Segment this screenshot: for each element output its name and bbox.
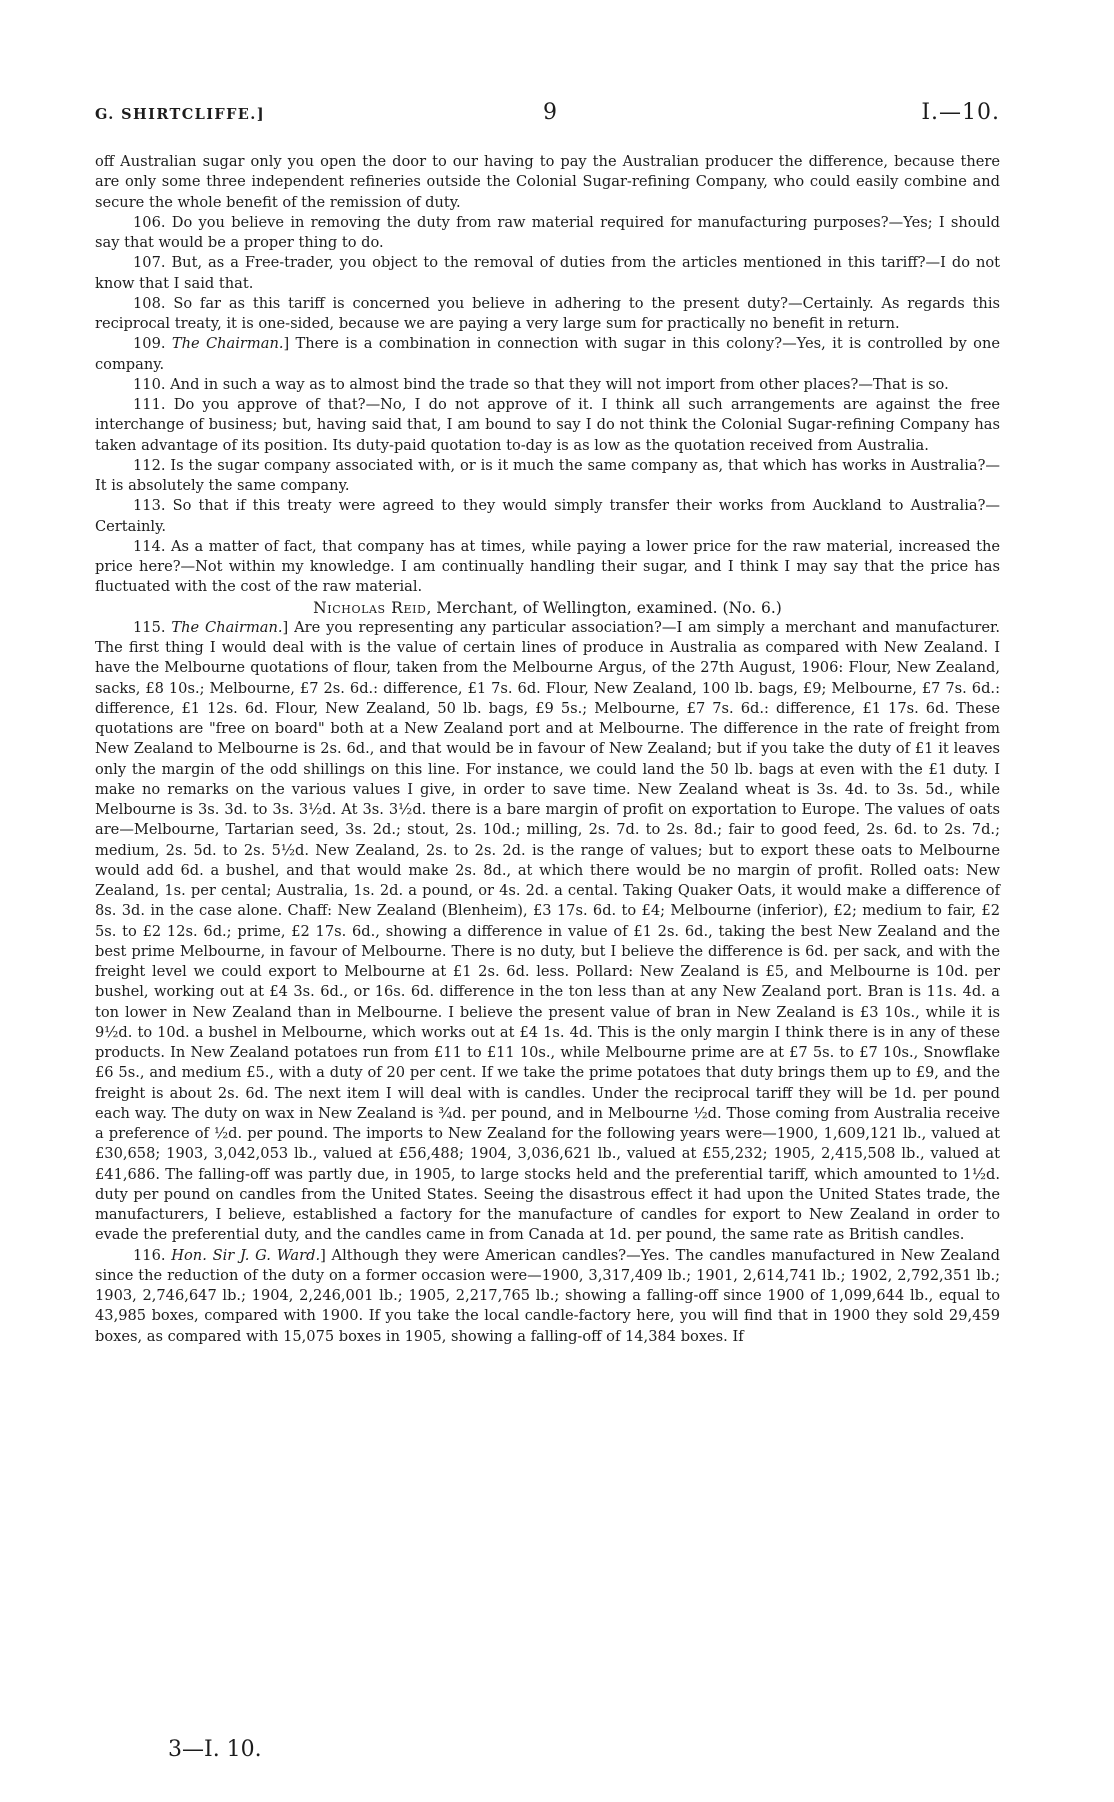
paragraph-text: 111. Do you approve of that?—No, I do not approve of it. I think all such arrangements are against the free interchange of business; but, having said that, I am bound to say I do not think the Colonial Sugar-refining Company has taken advantage of its position. Its duty-paid quotation to-day is as low as the quotation received from Australia.	[95, 396, 1000, 454]
testimony-paragraph	[95, 456, 1000, 497]
paragraph-text: 113. So that if this treaty were agreed to they would simply transfer their works from Auckland to Australia?—Certainly.	[95, 497, 1000, 535]
testimony-paragraph	[95, 375, 1000, 395]
question-number: 115.	[133, 618, 172, 636]
body-text	[95, 152, 1000, 1347]
speaker-name: The Chairman.	[171, 335, 284, 353]
page-number: 9	[543, 100, 557, 125]
testimony-paragraph	[95, 395, 1000, 456]
testimony-paragraph	[95, 1246, 1000, 1347]
paragraph-text: 110. And in such a way as to almost bind the trade so that they will not import from other places?—That is so.	[133, 375, 949, 393]
testimony-paragraph	[95, 213, 1000, 254]
speaker-name: The Chairman.	[171, 618, 283, 636]
testimony-paragraph	[95, 537, 1000, 598]
paragraph-text: 112. Is the sugar company associated with, or is it much the same company as, that which has works in Australia?—It is absolutely the same company.	[95, 456, 1000, 494]
paragraph-text: ] Although they were American candles?—Yes. The candles manufactured in New Zealand since the reduction of the duty on a former occasion were—1900, 3,317,409 lb.; 1901, 2,614,741 lb.; 1902, 2,792,351 lb.; 1903, 2,746,647 lb.; 1904, 2,246,001 lb.; 1905, 2,217,765 lb.; showing a falling-off since 1900 of 1,099,644 lb., equal to 43,985 boxes, compared with 1900. If you take the local candle-factory here, you will find that in 1900 they sold 29,459 boxes, as compared with 15,075 boxes in 1905, showing a falling-off of 14,384 boxes. If	[95, 1246, 1001, 1345]
testimony-paragraph	[95, 334, 1000, 375]
testimony-section-reid	[95, 618, 1000, 1347]
question-number: 109.	[133, 335, 172, 353]
sheet-signature: 3—I. 10.	[168, 1737, 262, 1762]
paragraph-text: ] There is a combination in connection with sugar in this colony?—Yes, it is controlled by one company.	[95, 335, 1000, 373]
speaker-name: Hon. Sir J. G. Ward.	[171, 1246, 321, 1264]
paragraph-text: 108. So far as this tariff is concerned you believe in adhering to the present duty?—Certainly. As regards this reciprocal treaty, it is one-sided, because we are paying a very large sum for practically no benefit in return.	[95, 294, 1000, 332]
testimony-section-shirtcliffe	[95, 152, 1000, 598]
running-head-witness: G. SHIRTCLIFFE.]	[95, 106, 265, 123]
witness-name: Nicholas Reid	[313, 598, 427, 617]
paragraph-text: 106. Do you believe in removing the duty from raw material required for manufacturing purposes?—Yes; I should say that would be a proper thing to do.	[95, 213, 1000, 251]
paragraph-text: 107. But, as a Free-trader, you object to the removal of duties from the articles mentioned in this tariff?—I do not know that I said that.	[95, 254, 1000, 292]
testimony-paragraph	[95, 496, 1000, 537]
page-header	[95, 100, 1000, 130]
witness-description: , Merchant, of Wellington, examined. (No. 6.)	[426, 598, 782, 617]
paper-reference: I.—10.	[921, 100, 1000, 125]
continued-paragraph	[95, 152, 1000, 213]
testimony-paragraph	[95, 618, 1000, 1246]
paragraph-text: ] Are you representing any particular association?—I am simply a merchant and manufacturer. The first thing I would deal with is the value of certain lines of produce in Australia as compared with New Zealand. I have the Melbourne quotations of flour, taken from the Melbourne Argus, of the 27th August, 1906: Flour, New Zealand, sacks, £8 10s.; Melbourne, £7 2s. 6d.: difference, £1 7s. 6d. Flour, New Zealand, 100 lb. bags, £9; Melbourne, £7 7s. 6d.: difference, £1 12s. 6d. Flour, New Zealand, 50 lb. bags, £9 5s.; Melbourne, £7 7s. 6d.: difference, £1 17s. 6d. These quotations are "free on board" both at a New Zealand port and at Melbourne. The difference in the rate of freight from New Zealand to Melbourne is 2s. 6d., and that would be in favour of New Zealand; but if you take the duty of £1 it leaves only the margin of the odd shillings on this line. For instance, we could land the 50 lb. bags at even with the £1 duty. I make no remarks on the various values I give, in order to save time. New Zealand wheat is 3s. 4d. to 3s. 5d., while Melbourne is 3s. 3d. to 3s. 3½d. At 3s. 3½d. there is a bare margin of profit on exportation to Europe. The values of oats are—Melbourne, Tartarian seed, 3s. 2d.; stout, 2s. 10d.; milling, 2s. 7d. to 2s. 8d.; fair to good feed, 2s. 6d. to 2s. 7d.; medium, 2s. 5d. to 2s. 5½d. New Zealand, 2s. to 2s. 2d. is the range of values; but to export these oats to Melbourne would add 6d. a bushel, and that would make 2s. 8d., at which there would be no margin of profit. Rolled oats: New Zealand, 1s. per cental; Australia, 1s. 2d. a pound, or 4s. 2d. a cental. Taking Quaker Oats, it would make a difference of 8s. 3d. in the case alone. Chaff: New Zealand (Blenheim), £3 17s. 6d. to £4; Melbourne (inferior), £2; medium to fair, £2 5s. to £2 12s. 6d.; prime, £2 17s. 6d., showing a difference in value of £1 2s. 6d., taking the best New Zealand and the best prime Melbourne, in favour of Melbourne. There is no duty, but I believe the difference is 6d. per sack, and with the freight level we could export to Melbourne at £1 2s. 6d. less. Pollard: New Zealand is £5, and Melbourne is 10d. per bushel, working out at £4 3s. 6d., or 16s. 6d. difference in the ton less than at any New Zealand port. Bran is 11s. 4d. a ton lower in New Zealand than in Melbourne. I believe the present value of bran in New Zealand is £3 10s., while it is 9½d. to 10d. a bushel in Melbourne, which works out at £4 1s. 4d. This is the only margin I think there is in any of these products. In New Zealand potatoes run from £11 to £11 10s., while Melbourne prime are at £7 5s. to £7 10s., Snowflake £6 5s., and medium £5., with a duty of 20 per cent. If we take the prime potatoes that duty brings them up to £9, and the freight is about 2s. 6d. The next item I will deal with is candles. Under the reciprocal tariff they will be 1d. per pound each way. The duty on wax in New Zealand is ¾d. per pound, and in Melbourne ½d. Those coming from Australia receive a preference of ½d. per pound. The imports to New Zealand for the following years were—1900, 1,609,121 lb., valued at £30,658; 1903, 3,042,053 lb., valued at £56,488; 1904, 3,036,621 lb., valued at £55,232; 1905, 2,415,508 lb., valued at £41,686. The falling-off was partly due, in 1905, to large stocks held and the preferential tariff, which amounted to 1½d. duty per pound on candles from the United States. Seeing the disastrous effect it had upon the United States trade, the manufacturers, I believe, established a factory for the manufacture of candles for export to New Zealand in order to evade the preferential duty, and the candles came in from Canada at 1d. per pound, the same rate as British candles.	[95, 618, 1000, 1244]
witness-heading	[95, 598, 1000, 618]
testimony-paragraph	[95, 294, 1000, 335]
testimony-paragraph	[95, 253, 1000, 294]
paragraph-text: off Australian sugar only you open the door to our having to pay the Australian producer the difference, because there are only some three independent refineries outside the Colonial Sugar-refining Company, who could easily combine and secure the whole benefit of the remission of duty.	[95, 153, 1000, 211]
paragraph-text: 114. As a matter of fact, that company has at times, while paying a lower price for the raw material, increased the price here?—Not within my knowledge. I am continually handling their sugar, and I think I may say that the price has fluctuated with the cost of the raw material.	[95, 537, 1000, 596]
question-number: 116.	[133, 1246, 172, 1264]
